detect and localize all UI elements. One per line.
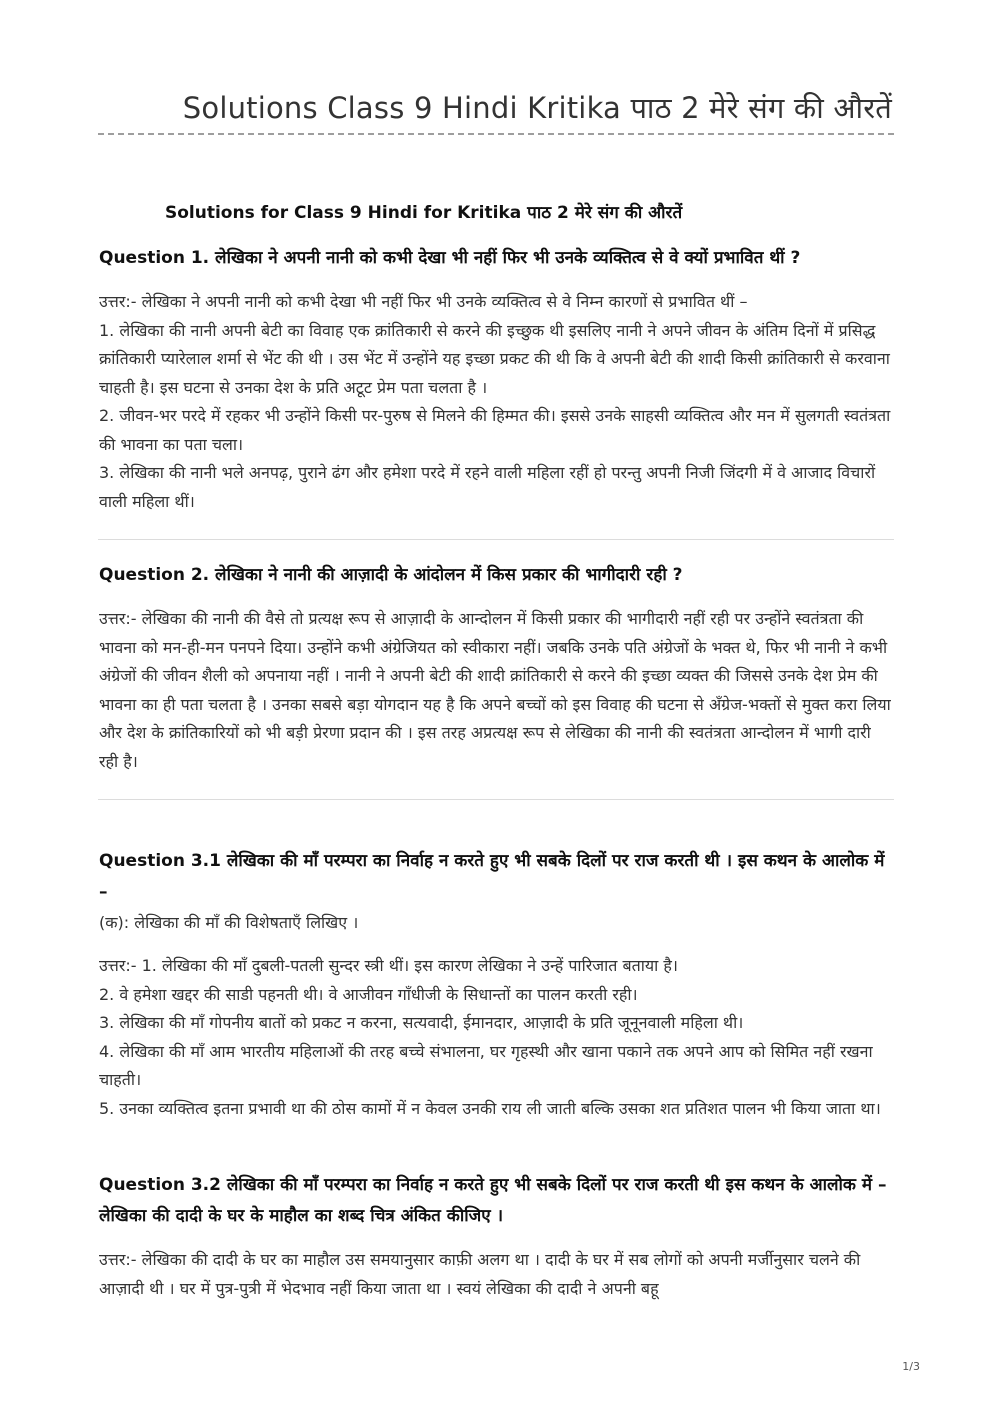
header-dashed-rule xyxy=(98,133,894,135)
answer-paragraph: उत्तर:- 1. लेखिका की माँ दुबली-पतली सुन्दर स्त्री थीं। इस कारण लेखिका ने उन्हें पारिजात बताया है। xyxy=(99,956,678,975)
document-title: Solutions for Class 9 Hindi for Kritika पाठ 2 मेरे संग की औरतें xyxy=(165,203,683,223)
section-divider xyxy=(98,539,894,540)
answer-paragraph: 4. लेखिका की माँ आम भारतीय महिलाओं की तरह बच्चे संभालना, घर गृहस्थी और खाना पकाने तक अपने आप को सिमित नहीं रखना चाहती। xyxy=(99,1041,873,1089)
question-3-1-answer xyxy=(99,952,894,1123)
question-1-section xyxy=(99,243,894,516)
section-divider xyxy=(98,799,894,800)
question-3-2-answer xyxy=(99,1246,894,1303)
answer-paragraph: 5. उनका व्यक्तित्व इतना प्रभावी था की ठोस कामों में न केवल उनकी राय ली जाती बल्कि उसका शत प्रतिशत पालन भी किया जाता था। xyxy=(99,1098,881,1118)
question-3-2-title: Question 3.2 लेखिका की माँ परम्परा का निर्वाह न करते हुए भी सबके दिलों पर राज करती थी इस कथन के आलोक में – xyxy=(99,1175,887,1195)
question-3-2-section xyxy=(99,1170,894,1303)
question-2-title: Question 2. लेखिका ने नानी की आज़ादी के आंदोलन में किस प्रकार की भागीदारी रही ? xyxy=(99,565,683,585)
answer-paragraph: 1. लेखिका की नानी अपनी बेटी का विवाह एक क्रांतिकारी से करने की इच्छुक थी इसलिए नानी ने अपने जीवन के अंतिम दिनों में प्रसिद्ध क्रांतिकारी प्यारेलाल शर्मा से भेंट की थी । उस भेंट में उन्होंने यह इच्छा प्रकट की थी कि वे अपनी बेटी की शादी किसी क्रांतिकारी से करवाना चाहती है। इस घटना से उनका देश के प्रति अटूट प्रेम पता चलता है । xyxy=(99,320,890,397)
page-header-title: Solutions Class 9 Hindi Kritika पाठ 2 मेरे संग की औरतें xyxy=(182,91,892,125)
question-1-answer xyxy=(99,288,894,516)
question-2-section xyxy=(99,560,894,776)
answer-paragraph: 3. लेखिका की नानी भले अनपढ़, पुराने ढंग और हमेशा परदे में रहने वाली महिला रहीं हो परन्तु अपनी निजी जिंदगी में वे आजाद विचारों वाली महिला थीं। xyxy=(99,463,876,511)
question-2-answer xyxy=(99,605,894,776)
answer-paragraph: 2. वे हमेशा खद्दर की साडी पहनती थी। वे आजीवन गाँधीजी के सिधान्तों का पालन करती रही। xyxy=(99,984,638,1004)
answer-paragraph: उत्तर:- लेखिका की दादी के घर का माहौल उस समयानुसार काफ़ी अलग था । दादी के घर में सब लोगों को अपनी मर्जीनुसार चलने की आज़ादी थी । घर में पुत्र-पुत्री में भेदभाव नहीं किया जाता था । स्वयं लेखिका की दादी ने अपनी बहू xyxy=(99,1250,861,1298)
answer-paragraph: उत्तर:- लेखिका की नानी की वैसे तो प्रत्यक्ष रूप से आज़ादी के आन्दोलन में किसी प्रकार की भागीदारी नहीं रही पर उन्होंने स्वतंत्रता की भावना को मन-ही-मन पनपने दिया। उन्होंने कभी अंग्रेजियत को स्वीकारा नहीं। जबकि उनके पति अंग्रेजों के भक्त थे, फिर भी नानी ने कभी अंग्रेजों की जीवन शैली को अपनाया नहीं । नानी ने अपनी बेटी की शादी क्रांतिकारी से करने की इच्छा व्यक्त की जिससे उनके देश प्रेम की भावना का ही पता चलता है । उनका सबसे बड़ा योगदान यह है कि अपने बच्चों को इस विवाह की घटना से अँग्रेज-भक्तों से मुक्त करा लिया और देश के क्रांतिकारियों को भी बड़ी प्रेरणा प्रदान की । इस तरह अप्रत्यक्ष रूप से लेखिका की नानी की स्वतंत्रता आन्दोलन में भागी दारी रही है। xyxy=(99,609,891,771)
question-3-2-subtitle: लेखिका की दादी के घर के माहौल का शब्द चित्र अंकित कीजिए । xyxy=(99,1206,504,1226)
answer-paragraph: 2. जीवन-भर परदे में रहकर भी उन्होंने किसी पर-पुरुष से मिलने की हिम्मत की। इससे उनके साहसी व्यक्तित्व और मन में सुलगती स्वतंत्रता की भावना का पता चला। xyxy=(99,406,891,454)
answer-paragraph: 3. लेखिका की माँ गोपनीय बातों को प्रकट न करना, सत्यवादी, ईमानदार, आज़ादी के प्रति जूनूनवाली महिला थी। xyxy=(99,1013,744,1032)
page-number: 1/3 xyxy=(902,1360,920,1373)
question-3-1-section xyxy=(99,846,894,1123)
question-3-1-title: Question 3.1 लेखिका की माँ परम्परा का निर्वाह न करते हुए भी सबके दिलों पर राज करती थी । इस कथन के आलोक में – xyxy=(99,851,885,902)
question-1-title: Question 1. लेखिका ने अपनी नानी को कभी देखा भी नहीं फिर भी उनके व्यक्तित्व से वे क्यों प्रभावित थीं ? xyxy=(99,248,801,268)
answer-paragraph: उत्तर:- लेखिका ने अपनी नानी को कभी देखा भी नहीं फिर भी उनके व्यक्तित्व से वे निम्न कारणों से प्रभावित थीं – xyxy=(99,292,748,311)
question-3-1-subtitle: (क): लेखिका की माँ की विशेषताएँ लिखिए । xyxy=(99,913,359,932)
